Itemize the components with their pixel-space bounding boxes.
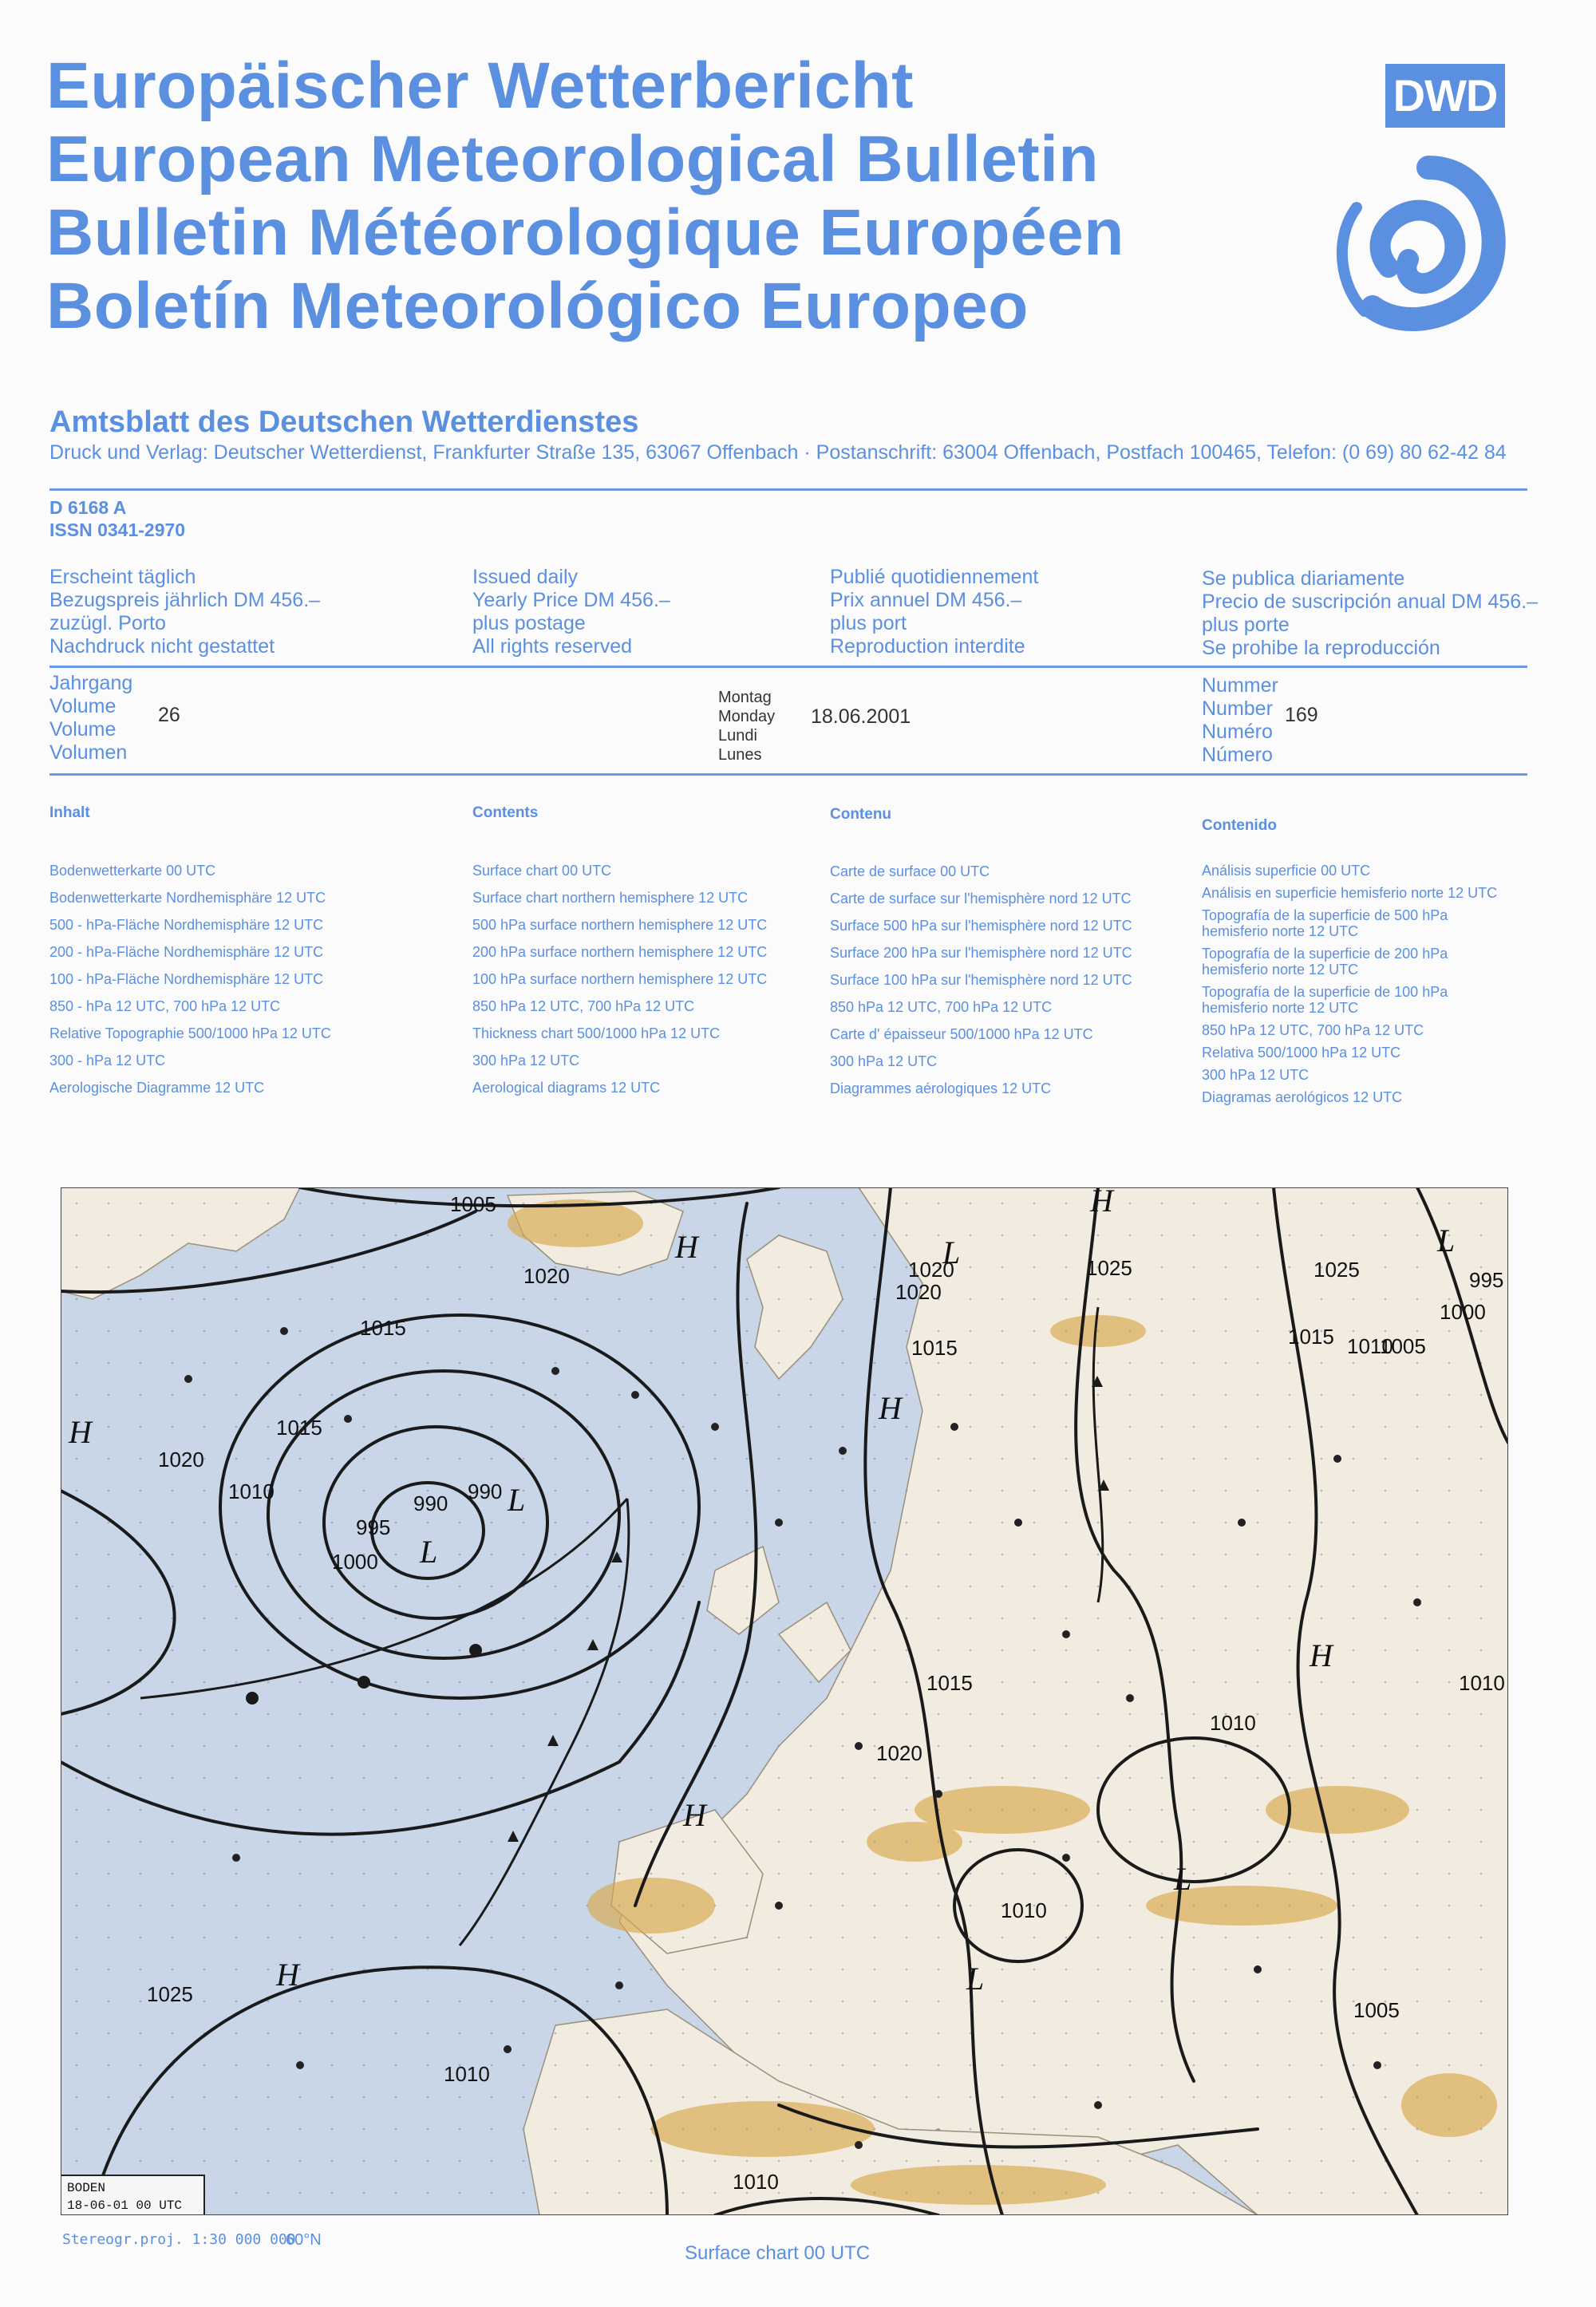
title-spanish: Boletín Meteorológico Europeo: [46, 270, 1029, 342]
title-english: European Meteorological Bulletin: [46, 123, 1100, 196]
number-value: 169: [1285, 704, 1318, 726]
number-label: Número: [1202, 744, 1273, 766]
issue-line: Yearly Price DM 456.–: [472, 589, 670, 611]
contents-item: Surface 100 hPa sur l'hemisphère nord 12 UTC: [830, 972, 1132, 988]
high-pressure-center: H: [69, 1414, 92, 1450]
day-label: Lundi: [718, 727, 757, 745]
low-pressure-center: L: [508, 1482, 526, 1518]
contents-item: Topografía de la superficie de 500 hPa hemisferio norte 12 UTC: [1202, 907, 1448, 939]
number-label: Nummer: [1202, 674, 1278, 697]
low-pressure-center: L: [1437, 1223, 1456, 1258]
publisher-address: Druck und Verlag: Deutscher Wetterdienst, Frankfurter Straße 135, 63067 Offenbach · Postanschrift: 63004 Offenbach, Postfach 100465, Telefon: (0 69) 80 62-42 84: [49, 441, 1507, 464]
issue-info-fr: [830, 566, 1038, 658]
low-pressure-center: L: [942, 1234, 961, 1270]
contents-item: 850 hPa 12 UTC, 700 hPa 12 UTC: [830, 999, 1053, 1015]
map-latitude: 60°N: [286, 2231, 322, 2249]
pressure-label: 1025: [147, 1982, 193, 2006]
volume-label: Volume: [49, 695, 117, 717]
high-pressure-center: H: [879, 1390, 902, 1426]
contents-item: Análisis superficie 00 UTC: [1202, 863, 1371, 879]
contents-list-es: [1202, 863, 1505, 1112]
dwd-spiral-logo-icon: [1309, 136, 1508, 343]
volume-value: 26: [158, 704, 180, 726]
issue-line: Prix annuel DM 456.–: [830, 589, 1022, 611]
contents-item: Análisis en superficie hemisferio norte 12 UTC: [1202, 885, 1498, 901]
contents-list-fr: [830, 863, 1132, 1107]
high-pressure-center: H: [1310, 1637, 1333, 1673]
divider: [49, 488, 1527, 491]
stamp-title: BODEN: [67, 2181, 106, 2195]
pressure-label: 1005: [1353, 1998, 1400, 2022]
contents-item: Surface 200 hPa sur l'hemisphère nord 12 UTC: [830, 945, 1132, 961]
divider: [49, 666, 1527, 668]
low-pressure-center: L: [966, 1961, 985, 1997]
volume-label: Jahrgang: [49, 672, 133, 694]
issue-line: Se publica diariamente: [1202, 567, 1405, 590]
volume-label: Volume: [49, 718, 117, 741]
map-projection: Stereogr.proj. 1:30 000 000: [62, 2231, 296, 2248]
contents-item: Relative Topographie 500/1000 hPa 12 UTC: [49, 1025, 331, 1041]
contents-item: Aerologische Diagramme 12 UTC: [49, 1080, 265, 1096]
contents-item: Topografía de la superficie de 200 hPa hemisferio norte 12 UTC: [1202, 946, 1448, 978]
contents-item: 200 - hPa-Fläche Nordhemisphäre 12 UTC: [49, 944, 324, 960]
issue-line: plus port: [830, 612, 907, 634]
pressure-label: 1015: [276, 1416, 322, 1440]
high-pressure-center: H: [683, 1797, 706, 1833]
issue-line: zuzügl. Porto: [49, 612, 166, 634]
day-labels: [718, 688, 775, 764]
contents-item: 500 - hPa-Fläche Nordhemisphäre 12 UTC: [49, 917, 324, 933]
issue-date: 18.06.2001: [811, 705, 911, 728]
pressure-label: 1025: [1086, 1256, 1132, 1280]
high-pressure-center: H: [276, 1957, 299, 1993]
contents-header-en: Contents: [472, 804, 539, 821]
title-french: Bulletin Météorologique Européen: [46, 196, 1124, 269]
day-label: Monday: [718, 708, 776, 725]
low-pressure-center: L: [420, 1534, 438, 1570]
contents-item: 300 hPa 12 UTC: [1202, 1067, 1310, 1083]
issue-info-en: [472, 566, 670, 658]
issue-line: Reproduction interdite: [830, 635, 1025, 658]
pressure-label: 1000: [332, 1550, 378, 1574]
contents-item: Diagramas aerológicos 12 UTC: [1202, 1089, 1403, 1105]
pressure-label: 1020: [876, 1741, 922, 1765]
bulletin-titles: [46, 49, 1291, 343]
publisher-heading: Amtsblatt des Deutschen Wetterdienstes: [49, 405, 639, 439]
pressure-label: 1015: [1288, 1325, 1334, 1349]
issue-line: plus postage: [472, 612, 586, 634]
issue-info-es: [1202, 567, 1538, 660]
contents-item: Diagrammes aérologiques 12 UTC: [830, 1080, 1052, 1096]
contents-item: Carte de surface 00 UTC: [830, 863, 990, 879]
day-label: Lunes: [718, 746, 762, 764]
d-number: D 6168 A: [49, 497, 127, 518]
contents-item: Carte d' épaisseur 500/1000 hPa 12 UTC: [830, 1026, 1093, 1042]
contents-item: Bodenwetterkarte 00 UTC: [49, 863, 216, 879]
pressure-label: 1000: [1440, 1300, 1486, 1324]
contents-item: Relativa 500/1000 hPa 12 UTC: [1202, 1045, 1401, 1061]
pressure-label: 1010: [1459, 1671, 1505, 1695]
pressure-label: 1020: [523, 1264, 570, 1288]
divider: [49, 773, 1527, 776]
contents-item: 850 hPa 12 UTC, 700 hPa 12 UTC: [472, 998, 695, 1014]
dwd-logo-text: DWD: [1385, 64, 1505, 128]
volume-labels: [49, 672, 132, 764]
contents-header-fr: Contenu: [830, 806, 892, 823]
contents-item: 300 hPa 12 UTC: [830, 1053, 938, 1069]
volume-label: Volumen: [49, 741, 128, 764]
contents-item: 200 hPa surface northern hemisphere 12 UTC: [472, 944, 768, 960]
issue-line: All rights reserved: [472, 635, 633, 658]
issue-line: Se prohibe la reproducción: [1202, 637, 1440, 659]
pressure-label: 995: [1469, 1268, 1504, 1292]
issue-line: Erscheint täglich: [49, 566, 196, 588]
contents-item: 850 hPa 12 UTC, 700 hPa 12 UTC: [1202, 1022, 1424, 1038]
pressure-label: 1020: [908, 1258, 954, 1282]
low-pressure-center: L: [1174, 1861, 1192, 1897]
contents-item: Bodenwetterkarte Nordhemisphäre 12 UTC: [49, 890, 326, 906]
stamp-date: 18-06-01 00 UTC: [67, 2198, 183, 2213]
contents-item: Surface chart 00 UTC: [472, 863, 612, 879]
pressure-label: 990: [413, 1491, 448, 1515]
contents-item: Thickness chart 500/1000 hPa 12 UTC: [472, 1025, 721, 1041]
issue-line: Publié quotidiennement: [830, 566, 1039, 588]
pressure-label: 1010: [733, 2170, 779, 2194]
pressure-label: 1015: [911, 1336, 958, 1360]
contents-item: Aerological diagrams 12 UTC: [472, 1080, 661, 1096]
pressure-label: 1005: [1380, 1334, 1426, 1358]
title-german: Europäischer Wetterbericht: [46, 49, 914, 122]
issue-line: Nachdruck nicht gestattet: [49, 635, 275, 658]
contents-item: Surface chart northern hemisphere 12 UTC: [472, 890, 749, 906]
contents-item: Topografía de la superficie de 100 hPa hemisferio norte 12 UTC: [1202, 984, 1448, 1016]
dwd-logo: [1293, 64, 1500, 351]
issue-line: Bezugspreis jährlich DM 456.–: [49, 589, 321, 611]
contents-item: Surface 500 hPa sur l'hemisphère nord 12 UTC: [830, 918, 1132, 934]
issue-line: plus porte: [1202, 614, 1290, 636]
number-label: Number: [1202, 697, 1273, 720]
map-caption: Surface chart 00 UTC: [685, 2242, 871, 2264]
pressure-label: 1015: [360, 1316, 406, 1340]
contents-item: 850 - hPa 12 UTC, 700 hPa 12 UTC: [49, 998, 281, 1014]
pressure-label: 1010: [1210, 1711, 1256, 1735]
issn: ISSN 0341-2970: [49, 519, 186, 540]
high-pressure-center: H: [675, 1229, 698, 1265]
number-labels: [1202, 674, 1278, 767]
pressure-label: 1020: [158, 1448, 204, 1472]
pressure-label: 1010: [444, 2062, 490, 2086]
pressure-label: 1020: [895, 1280, 942, 1304]
pressure-label: 990: [468, 1479, 503, 1503]
contents-item: 100 - hPa-Fläche Nordhemisphäre 12 UTC: [49, 971, 324, 987]
contents-list-en: [472, 862, 767, 1106]
surface-weather-map: [61, 1187, 1508, 2215]
issue-line: Precio de suscripción anual DM 456.–: [1202, 591, 1539, 613]
pressure-label: 1015: [926, 1671, 973, 1695]
contents-header-de: Inhalt: [49, 804, 90, 821]
contents-item: Carte de surface sur l'hemisphère nord 12 UTC: [830, 891, 1132, 907]
pressure-label: 1010: [228, 1479, 275, 1503]
day-label: Montag: [718, 689, 772, 706]
issue-info-de: [49, 566, 320, 658]
publication-ids: [49, 496, 185, 541]
pressure-label: 995: [356, 1515, 391, 1539]
pressure-label: 1010: [1347, 1334, 1393, 1358]
pressure-label: 1005: [450, 1192, 496, 1216]
number-label: Numéro: [1202, 721, 1273, 743]
contents-item: 300 hPa 12 UTC: [472, 1053, 580, 1069]
pressure-label: 1010: [1001, 1898, 1047, 1922]
contents-item: 500 hPa surface northern hemisphere 12 UTC: [472, 917, 768, 933]
contents-list-de: [49, 862, 331, 1106]
contents-item: 300 - hPa 12 UTC: [49, 1053, 166, 1069]
pressure-label: 1025: [1314, 1258, 1360, 1282]
chart-stamp: [61, 2175, 204, 2215]
issue-line: Issued daily: [472, 566, 579, 588]
high-pressure-center: H: [1090, 1187, 1113, 1219]
contents-item: 100 hPa surface northern hemisphere 12 UTC: [472, 971, 768, 987]
contents-header-es: Contenido: [1202, 817, 1277, 834]
